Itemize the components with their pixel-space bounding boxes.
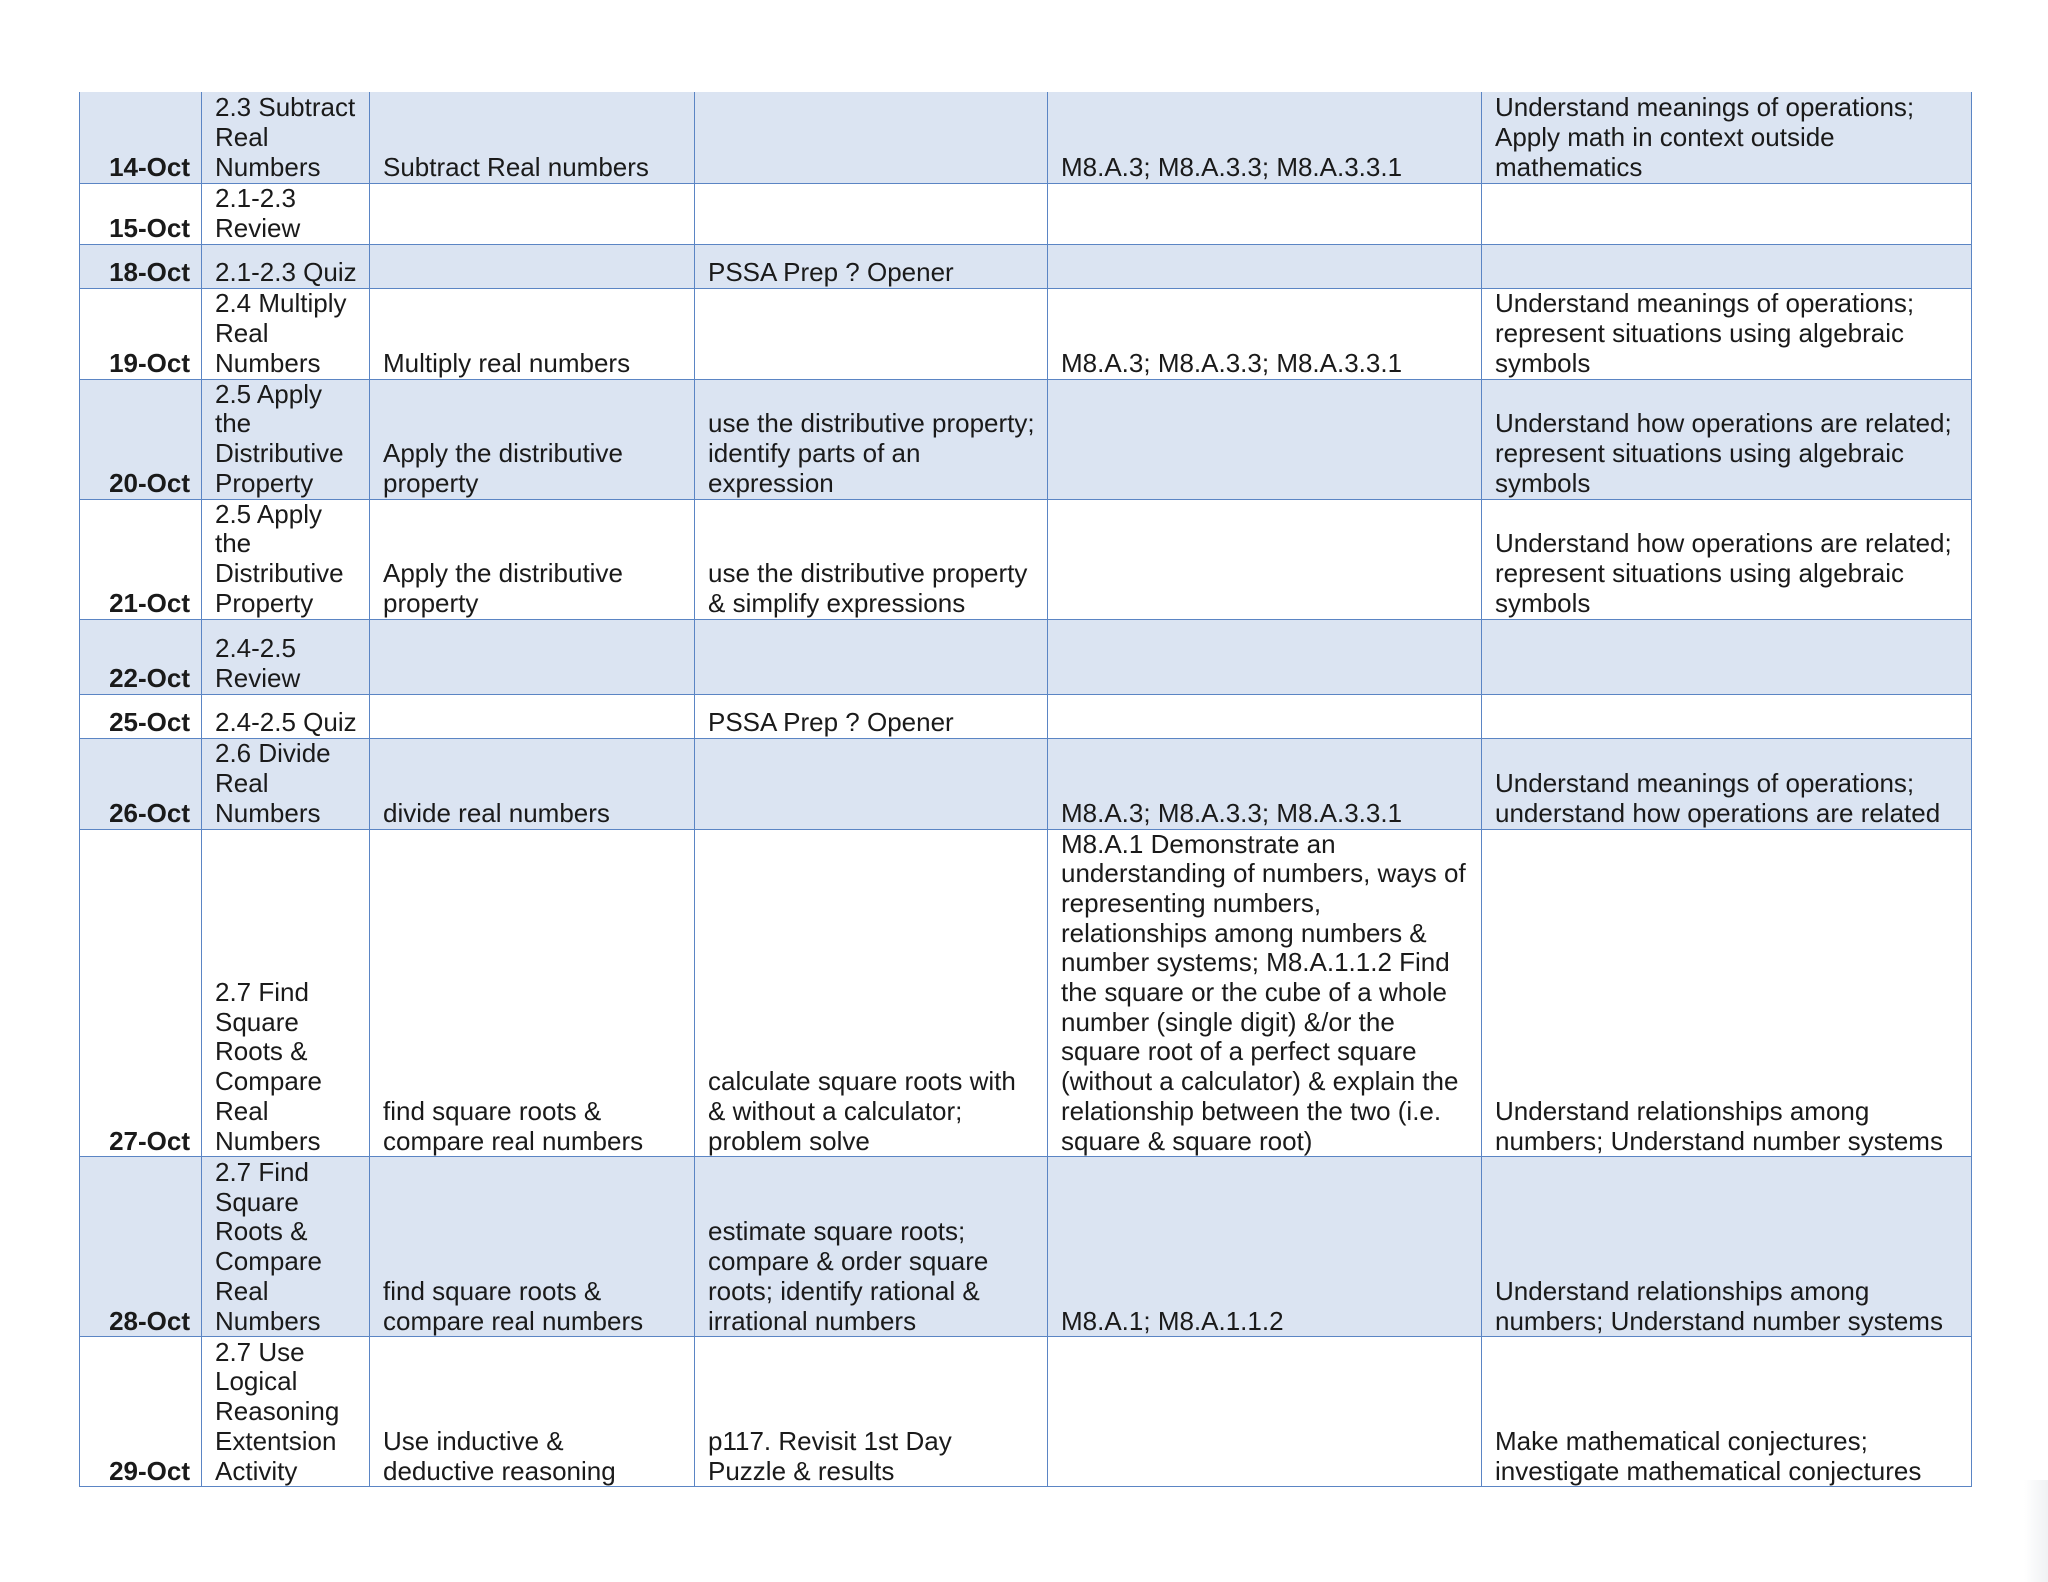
activity-cell: use the distributive property; identify parts of an expression <box>695 379 1048 499</box>
objective-cell: find square roots & compare real numbers <box>370 829 695 1157</box>
big-idea-cell: Understand meanings of operations; Apply math in context outside mathematics <box>1482 92 1972 183</box>
standards-cell <box>1048 244 1482 288</box>
big-idea-cell <box>1482 183 1972 244</box>
table-row <box>80 1157 1972 1337</box>
table-row <box>80 738 1972 829</box>
table-row <box>80 499 1972 619</box>
activity-cell: PSSA Prep ? Opener <box>695 244 1048 288</box>
table-row <box>80 619 1972 694</box>
table-row <box>80 829 1972 1157</box>
lesson-cell: 2.1-2.3 Review <box>202 183 370 244</box>
lesson-cell: 2.1-2.3 Quiz <box>202 244 370 288</box>
activity-cell <box>695 92 1048 183</box>
big-idea-cell <box>1482 244 1972 288</box>
objective-cell <box>370 183 695 244</box>
objective-cell <box>370 694 695 738</box>
date-cell: 18-Oct <box>80 244 202 288</box>
big-idea-cell: Understand relationships among numbers; Understand number systems <box>1482 1157 1972 1337</box>
big-idea-cell: Understand meanings of operations; understand how operations are related <box>1482 738 1972 829</box>
objective-cell: divide real numbers <box>370 738 695 829</box>
lesson-cell: 2.5 Apply the Distributive Property <box>202 379 370 499</box>
lesson-cell: 2.4-2.5 Quiz <box>202 694 370 738</box>
standards-cell <box>1048 1337 1482 1487</box>
objective-cell: Multiply real numbers <box>370 288 695 379</box>
standards-cell: M8.A.1 Demonstrate an understanding of numbers, ways of representing numbers, relationships among numbers & number systems; M8.A.1.1.2 Find the square or the cube of a whole number (single digit) &/or the square root of a perfect square (without a calculator) & explain the relationship between the two (i.e. square & square root) <box>1048 829 1482 1157</box>
standards-cell: M8.A.3; M8.A.3.3; M8.A.3.3.1 <box>1048 288 1482 379</box>
big-idea-cell: Understand meanings of operations; represent situations using algebraic symbols <box>1482 288 1972 379</box>
activity-cell: use the distributive property & simplify expressions <box>695 499 1048 619</box>
date-cell: 19-Oct <box>80 288 202 379</box>
table-row <box>80 244 1972 288</box>
lesson-cell: 2.4 Multiply Real Numbers <box>202 288 370 379</box>
objective-cell <box>370 619 695 694</box>
table-row <box>80 694 1972 738</box>
activity-cell <box>695 288 1048 379</box>
lesson-cell: 2.5 Apply the Distributive Property <box>202 499 370 619</box>
objective-cell: find square roots & compare real numbers <box>370 1157 695 1337</box>
table-row <box>80 183 1972 244</box>
lesson-plan-table <box>79 92 1972 1487</box>
date-cell: 27-Oct <box>80 829 202 1157</box>
standards-cell <box>1048 499 1482 619</box>
date-cell: 26-Oct <box>80 738 202 829</box>
page-edge-shadow <box>2024 1480 2048 1582</box>
table-row <box>80 92 1972 183</box>
big-idea-cell <box>1482 619 1972 694</box>
date-cell: 21-Oct <box>80 499 202 619</box>
big-idea-cell <box>1482 694 1972 738</box>
activity-cell: estimate square roots; compare & order square roots; identify rational & irrational numbers <box>695 1157 1048 1337</box>
big-idea-cell: Make mathematical conjectures; investigate mathematical conjectures <box>1482 1337 1972 1487</box>
table-row <box>80 379 1972 499</box>
date-cell: 29-Oct <box>80 1337 202 1487</box>
activity-cell <box>695 183 1048 244</box>
objective-cell: Subtract Real numbers <box>370 92 695 183</box>
standards-cell <box>1048 379 1482 499</box>
objective-cell <box>370 244 695 288</box>
activity-cell <box>695 738 1048 829</box>
standards-cell: M8.A.3; M8.A.3.3; M8.A.3.3.1 <box>1048 92 1482 183</box>
standards-cell <box>1048 619 1482 694</box>
date-cell: 14-Oct <box>80 92 202 183</box>
activity-cell <box>695 619 1048 694</box>
standards-cell: M8.A.1; M8.A.1.1.2 <box>1048 1157 1482 1337</box>
lesson-cell: 2.7 Find Square Roots & Compare Real Numbers <box>202 1157 370 1337</box>
big-idea-cell: Understand how operations are related; represent situations using algebraic symbols <box>1482 379 1972 499</box>
date-cell: 28-Oct <box>80 1157 202 1337</box>
date-cell: 25-Oct <box>80 694 202 738</box>
table-row <box>80 288 1972 379</box>
objective-cell: Use inductive & deductive reasoning <box>370 1337 695 1487</box>
date-cell: 15-Oct <box>80 183 202 244</box>
activity-cell: calculate square roots with & without a calculator; problem solve <box>695 829 1048 1157</box>
lesson-cell: 2.6 Divide Real Numbers <box>202 738 370 829</box>
lesson-cell: 2.7 Use Logical Reasoning Extentsion Activity <box>202 1337 370 1487</box>
date-cell: 20-Oct <box>80 379 202 499</box>
lesson-cell: 2.7 Find Square Roots & Compare Real Numbers <box>202 829 370 1157</box>
objective-cell: Apply the distributive property <box>370 379 695 499</box>
standards-cell <box>1048 183 1482 244</box>
big-idea-cell: Understand how operations are related; represent situations using algebraic symbols <box>1482 499 1972 619</box>
activity-cell: PSSA Prep ? Opener <box>695 694 1048 738</box>
activity-cell: p117. Revisit 1st Day Puzzle & results <box>695 1337 1048 1487</box>
table-row <box>80 1337 1972 1487</box>
lesson-cell: 2.3 Subtract Real Numbers <box>202 92 370 183</box>
big-idea-cell: Understand relationships among numbers; Understand number systems <box>1482 829 1972 1157</box>
standards-cell <box>1048 694 1482 738</box>
date-cell: 22-Oct <box>80 619 202 694</box>
objective-cell: Apply the distributive property <box>370 499 695 619</box>
standards-cell: M8.A.3; M8.A.3.3; M8.A.3.3.1 <box>1048 738 1482 829</box>
lesson-cell: 2.4-2.5 Review <box>202 619 370 694</box>
